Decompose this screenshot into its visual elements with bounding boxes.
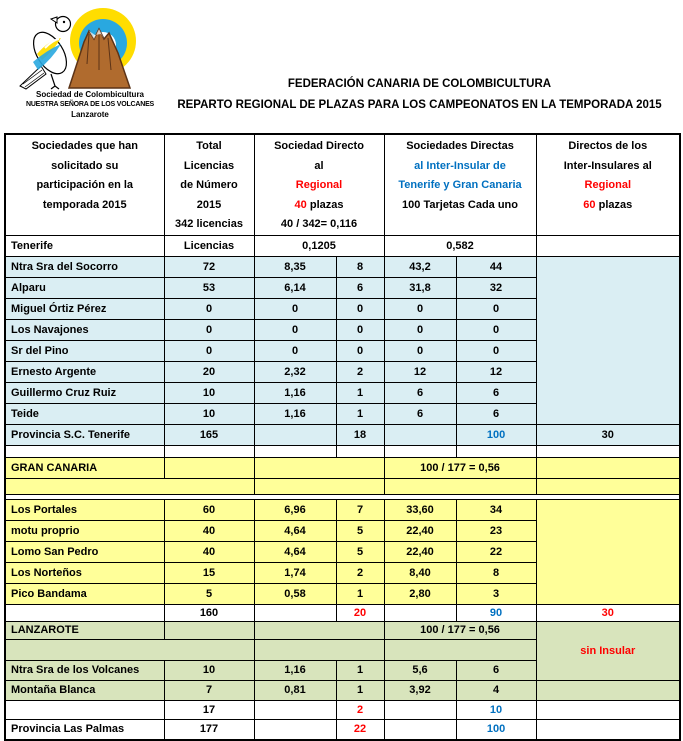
society-name-cell: Los Navajones — [5, 319, 164, 340]
header-directos-regional: Directos de los Inter-Insulares al Regional 60 plazas — [536, 134, 680, 235]
regional-decimal-cell: 4,64 — [254, 541, 336, 562]
club-logo — [14, 4, 166, 120]
insular-decimal-cell: 6 — [384, 382, 456, 403]
insular-tarjetas-cell: 6 — [456, 403, 536, 424]
logo-text-line1: Sociedad de Colombicultura — [35, 90, 144, 99]
insular-decimal-cell: 0 — [384, 340, 456, 361]
regional-plazas-cell: 18 — [336, 424, 384, 445]
insular-decimal-cell: 8,40 — [384, 562, 456, 583]
insular-tarjetas-cell: 32 — [456, 277, 536, 298]
regional-plazas-cell: 2 — [336, 700, 384, 719]
insular-tarjetas-cell: 4 — [456, 680, 536, 700]
society-row — [5, 256, 680, 277]
licencias-cell: 177 — [164, 719, 254, 740]
insular-tarjetas-cell: 0 — [456, 340, 536, 361]
ratio-cell: 100 / 177 = 0,56 — [384, 457, 536, 478]
empty-cell — [5, 604, 164, 621]
empty-cell — [164, 457, 254, 478]
insular-decimal-cell: 5,6 — [384, 660, 456, 680]
insular-decimal-cell: 0 — [384, 319, 456, 340]
licencias-cell: 160 — [164, 604, 254, 621]
empty-cell — [384, 719, 456, 740]
insular-coef-cell: 0,582 — [384, 235, 536, 256]
section-label-cell: GRAN CANARIA — [5, 457, 164, 478]
insular-decimal-cell: 12 — [384, 361, 456, 382]
plazas-table — [4, 133, 681, 741]
insular-tarjetas-cell: 22 — [456, 541, 536, 562]
insular-decimal-cell: 6 — [384, 403, 456, 424]
licencias-label-cell: Licencias — [164, 235, 254, 256]
insular-tarjetas-cell: 100 — [456, 424, 536, 445]
insular-tarjetas-cell: 23 — [456, 520, 536, 541]
society-name-cell: Pico Bandama — [5, 583, 164, 604]
licencias-cell: 0 — [164, 319, 254, 340]
header-directas-interinsular: Sociedades Directas al Inter-Insular de Tenerife y Gran Canaria 100 Tarjetas Cada uno — [384, 134, 536, 235]
society-name-cell: motu proprio — [5, 520, 164, 541]
regional-plazas-cell: 2 — [336, 361, 384, 382]
insular-tarjetas-cell: 90 — [456, 604, 536, 621]
insular-tarjetas-cell: 8 — [456, 562, 536, 583]
province-name-cell: Provincia Las Palmas — [5, 719, 164, 740]
insular-decimal-cell: 33,60 — [384, 499, 456, 520]
licencias-cell: 40 — [164, 520, 254, 541]
insular-tarjetas-cell: 6 — [456, 660, 536, 680]
ratio-cell: 100 / 177 = 0,56 — [384, 621, 536, 639]
header-row — [5, 134, 680, 235]
insular-decimal-cell: 22,40 — [384, 541, 456, 562]
insular-tarjetas-cell: 10 — [456, 700, 536, 719]
dove-beak — [51, 17, 57, 23]
empty-cell — [164, 621, 254, 639]
regional-plazas-cell: 1 — [336, 660, 384, 680]
regional-plazas-cell: 22 — [336, 719, 384, 740]
society-name-cell: Guillermo Cruz Ruiz — [5, 382, 164, 403]
insular-tarjetas-cell: 12 — [456, 361, 536, 382]
empty-cell — [254, 457, 384, 478]
insular-tarjetas-cell: 0 — [456, 319, 536, 340]
licencias-cell: 17 — [164, 700, 254, 719]
empty-cell — [254, 604, 336, 621]
empty-cell — [254, 621, 384, 639]
regional-plazas-cell: 0 — [336, 340, 384, 361]
province-name-cell: Provincia S.C. Tenerife — [5, 424, 164, 445]
lanzarote-total-row — [5, 700, 680, 719]
insular-tarjetas-cell: 44 — [456, 256, 536, 277]
society-row — [5, 680, 680, 700]
section-label-cell: Tenerife — [5, 235, 164, 256]
society-name-cell: Teide — [5, 403, 164, 424]
regional-decimal-cell: 4,64 — [254, 520, 336, 541]
regional-decimal-cell: 0 — [254, 298, 336, 319]
insular-decimal-cell: 2,80 — [384, 583, 456, 604]
lanzarote-label-row — [5, 621, 680, 639]
licencias-cell: 0 — [164, 298, 254, 319]
licencias-cell: 10 — [164, 382, 254, 403]
regional-plazas-cell: 8 — [336, 256, 384, 277]
licencias-cell: 165 — [164, 424, 254, 445]
directos-merged-cell — [536, 256, 680, 424]
regional-plazas-cell: 1 — [336, 382, 384, 403]
tenerife-total-row — [5, 424, 680, 445]
licencias-cell: 7 — [164, 680, 254, 700]
insular-decimal-cell: 31,8 — [384, 277, 456, 298]
society-name-cell: Ernesto Argente — [5, 361, 164, 382]
regional-decimal-cell: 6,14 — [254, 277, 336, 298]
society-name-cell: Los Portales — [5, 499, 164, 520]
gran-canaria-label-row — [5, 457, 680, 478]
logo-text-line3: Lanzarote — [71, 110, 109, 119]
gran-canaria-total-row — [5, 604, 680, 621]
insular-tarjetas-cell: 0 — [456, 298, 536, 319]
empty-cell — [384, 424, 456, 445]
empty-cell — [536, 235, 680, 256]
regional-plazas-cell: 20 — [336, 604, 384, 621]
licencias-cell: 53 — [164, 277, 254, 298]
regional-decimal-cell: 1,16 — [254, 660, 336, 680]
licencias-cell: 72 — [164, 256, 254, 277]
empty-cell — [254, 424, 336, 445]
regional-plazas-cell: 6 — [336, 277, 384, 298]
empty-cell — [384, 700, 456, 719]
licencias-cell: 0 — [164, 340, 254, 361]
regional-decimal-cell: 1,16 — [254, 382, 336, 403]
insular-tarjetas-cell: 3 — [456, 583, 536, 604]
regional-decimal-cell: 1,16 — [254, 403, 336, 424]
insular-tarjetas-cell: 34 — [456, 499, 536, 520]
licencias-cell: 40 — [164, 541, 254, 562]
logo-text-line2: NUESTRA SEÑORA DE LOS VOLCANES — [25, 101, 155, 108]
empty-cell — [536, 457, 680, 478]
section-label-cell: LANZAROTE — [5, 621, 164, 639]
directos-merged-cell — [536, 499, 680, 604]
regional-plazas-cell: 1 — [336, 680, 384, 700]
regional-decimal-cell: 0,81 — [254, 680, 336, 700]
header-total-licencias: Total Licencias de Número 2015 342 licencias — [164, 134, 254, 235]
insular-decimal-cell: 43,2 — [384, 256, 456, 277]
society-name-cell: Sr del Pino — [5, 340, 164, 361]
society-name-cell: Lomo San Pedro — [5, 541, 164, 562]
dove-eye — [63, 21, 65, 23]
regional-coef-cell: 0,1205 — [254, 235, 384, 256]
regional-plazas-cell: 5 — [336, 541, 384, 562]
society-name-cell: Miguel Órtiz Pérez — [5, 298, 164, 319]
regional-plazas-cell: 0 — [336, 319, 384, 340]
spacer-row — [5, 445, 680, 457]
title-line1: FEDERACIÓN CANARIA DE COLOMBICULTURA — [287, 78, 552, 90]
insular-tarjetas-cell: 6 — [456, 382, 536, 403]
empty-cell — [254, 700, 336, 719]
regional-plazas-cell: 1 — [336, 403, 384, 424]
header-directo-regional: Sociedad Directo al Regional 40 plazas 40 / 342= 0,116 — [254, 134, 384, 235]
document-title — [158, 74, 681, 116]
licencias-cell: 15 — [164, 562, 254, 583]
empty-cell — [536, 700, 680, 719]
licencias-cell: 20 — [164, 361, 254, 382]
licencias-cell: 60 — [164, 499, 254, 520]
regional-plazas-cell: 0 — [336, 298, 384, 319]
insular-decimal-cell: 22,40 — [384, 520, 456, 541]
society-name-cell: Alparu — [5, 277, 164, 298]
society-name-cell: Ntra Sra de los Volcanes — [5, 660, 164, 680]
dove-head — [56, 17, 71, 32]
regional-decimal-cell: 0 — [254, 340, 336, 361]
empty-cell — [254, 719, 336, 740]
regional-plazas-cell: 1 — [336, 583, 384, 604]
dove-volcano-logo-image — [15, 4, 165, 90]
directos-cell: 30 — [536, 424, 680, 445]
regional-decimal-cell: 0,58 — [254, 583, 336, 604]
gran-canaria-empty-row — [5, 478, 680, 494]
sin-insular-cell: sin Insular — [536, 621, 680, 680]
regional-decimal-cell: 6,96 — [254, 499, 336, 520]
tenerife-label-row — [5, 235, 680, 256]
empty-cell — [5, 700, 164, 719]
empty-cell — [536, 719, 680, 740]
licencias-cell: 5 — [164, 583, 254, 604]
provincia-las-palmas-row — [5, 719, 680, 740]
licencias-cell: 10 — [164, 403, 254, 424]
insular-tarjetas-cell: 100 — [456, 719, 536, 740]
licencias-cell: 10 — [164, 660, 254, 680]
regional-decimal-cell: 0 — [254, 319, 336, 340]
regional-plazas-cell: 2 — [336, 562, 384, 583]
society-name-cell: Montaña Blanca — [5, 680, 164, 700]
empty-cell — [384, 604, 456, 621]
insular-decimal-cell: 0 — [384, 298, 456, 319]
header-societies: Sociedades que han solicitado su participación en la temporada 2015 — [5, 134, 164, 235]
title-line2: REPARTO REGIONAL DE PLAZAS PARA LOS CAMPEONATOS EN LA TEMPORADA 2015 — [177, 99, 662, 111]
regional-decimal-cell: 8,35 — [254, 256, 336, 277]
empty-cell — [536, 680, 680, 700]
society-name-cell: Los Norteños — [5, 562, 164, 583]
society-row — [5, 499, 680, 520]
society-name-cell: Ntra Sra del Socorro — [5, 256, 164, 277]
regional-plazas-cell: 7 — [336, 499, 384, 520]
insular-decimal-cell: 3,92 — [384, 680, 456, 700]
regional-decimal-cell: 2,32 — [254, 361, 336, 382]
regional-plazas-cell: 5 — [336, 520, 384, 541]
directos-cell: 30 — [536, 604, 680, 621]
regional-decimal-cell: 1,74 — [254, 562, 336, 583]
